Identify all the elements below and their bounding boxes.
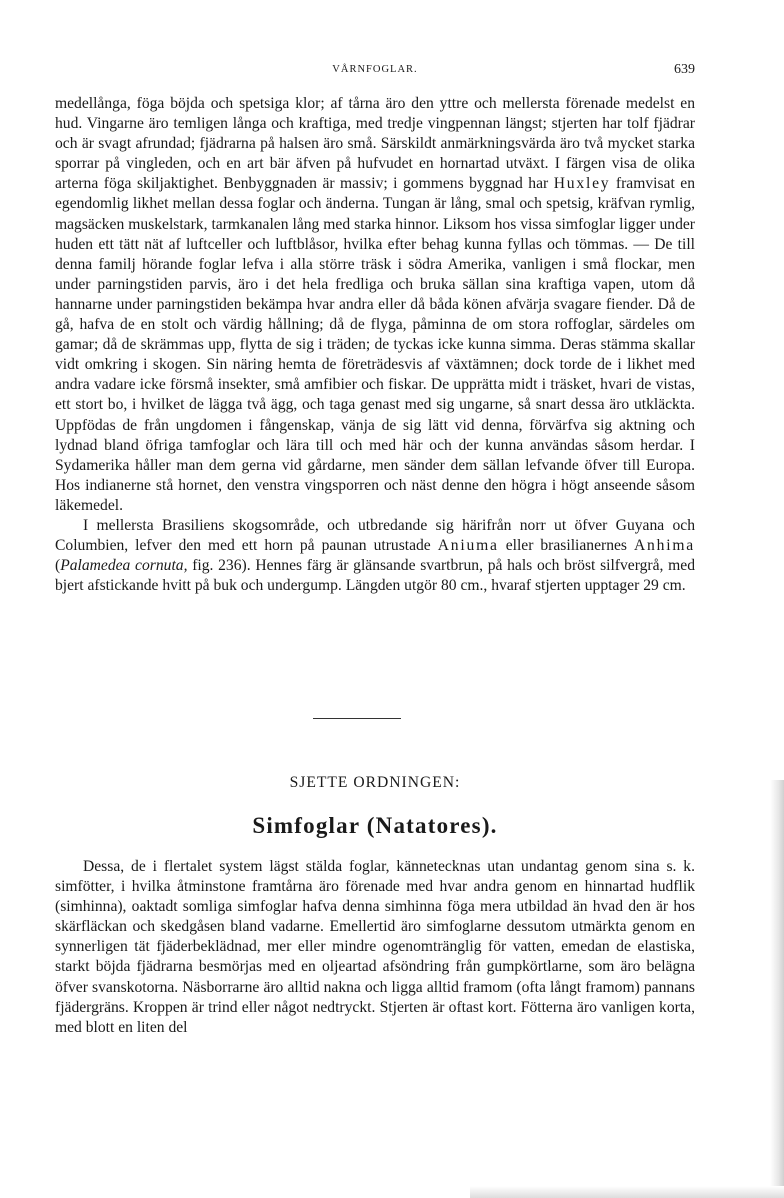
text-segment: framvisat en egendomlig likhet mellan dessa foglar och änderna. Tungan är lång, smal och spetsig, kräfvan rymlig, magsäcken muskelstark, tarmkanalen lång med starka hinnor. Liksom hos vissa simfoglar ligger under huden ett tätt nät af luftceller och luftblåsor, hvilka efter behag kunna fyllas och tömmas. — De till denna familj hörande foglar lefva i alla större träsk i södra Amerika, vanligen i små flockar, men under parningstiden parvis, äro i det hela fredliga och bruka sällan sina kraftiga vapen, utom då hannarne under parningstiden bekämpa hvar andra eller då båda könen afvärja svagare fiender. Då de gå, hafva de en stolt och värdig hållning; då de flyga, påminna de om stora roffoglar, särdeles om gamar; då de skrämmas upp, flytta de sig i träden; de tyckas icke kunna simma. Deras stämma skallar vidt omkring i skogen. Sin näring hemta de företrädesvis af växtämnen; dock torde de i likhet med andra vadare icke försmå insekter, små amfibier och fiskar. De upprätta midt i träsket, hvari de vistas, ett stort bo, i hvilket de lägga två ägg, och taga genast med sig ungarne, så snart dessa äro utkläckta. Uppfödas de från ungdomen i fångenskap, vänja de sig lätt vid denna, förvärfva sig aktning och lydnad bland öfriga tamfoglar och lära till och med här och der kunna användas såsom herdar. I Sydamerika håller man dem gerna vid gårdarne, men sänder dem sällan lefvande öfver till Europa. Hos indianerne stå hornet, den venstra vingsporren och näst denne den högra i högt anseende såsom läkemedel. (55, 175, 695, 514)
species-name-anhima: Anhima (633, 537, 695, 555)
section-title: Simfoglar (Natatores). (252, 813, 498, 838)
page-bottom-shadow (470, 1186, 784, 1198)
text-segment: fig. 236). Hennes färg är glänsande svartbrun, på hals och bröst silfvergrå, med bjert afstickande hvitt på buk och undergump. Längden utgör 80 cm., hvaraf stjerten upptager 29 cm. (55, 557, 695, 595)
order-heading: SJETTE ORDNINGEN: (289, 774, 461, 791)
person-name-huxley: Huxley (553, 175, 611, 193)
page-number: 639 (674, 62, 695, 77)
text-segment: I mellersta Brasiliens skogsområde, och utbredande sig härifrån norr ut öfver Guyana och Columbien, lefver den med ett horn på paunan utrustade (55, 516, 695, 555)
latin-name: Palamedea cornuta, (60, 557, 188, 575)
text-segment: ( (55, 557, 61, 575)
paragraph-continued (55, 94, 695, 516)
text-segment: medellånga, föga böjda och spetsiga klor; af tårna äro den yttre och mellersta förenade medelst en hud. Vingarne äro temligen långa och kraftiga, med tredje vingpennan längst; stjerten har tolf fjädrar och är svagt afrundad; fjädrarna på halsen äro små. Särskildt anmärkningsvärda äro två mycket starka sporrar på vingleden, och en art bär äfven på hufvudet en hornartad utväxt. I färgen visa de olika arterna föga skiljaktighet. Benbyggnaden är massiv; i gommens byggnad har (55, 95, 695, 193)
paragraph-simfoglar: Dessa, de i flertalet system lägst stälda foglar, kännetecknas utan undantag genom sina s. k. simfötter, i hvilka åtminstone framtårna äro förenade med hvar andra genom en hinnartad hudflik (simhinna), oaktadt somliga simfoglar hafva denna simhinna föga mera utbildad än hvad den är hos skärfläckan och skedgåsen bland vadarne. Emellertid äro simfoglarne dessutom utmärkta genom en synnerligen tät fjäderbeklädnad, mer eller mindre ogenomtränglig för vatten, emedan de elastiska, starkt böjda fjädrarna besmörjas med en oljeartad afsöndring från gumpkörtlarne, som äro belägna öfver svanskotorna. Näsborrarne äro alltid nakna och ligga alltid framom (ofta långt framom) pannans fjädergräns. Kroppen är trind eller något nedtryckt. Stjerten är oftast kort. Fötterna äro vanligen korta, med blott en liten del (55, 858, 695, 1036)
body-text-lower (55, 857, 695, 1038)
running-title: VÅRNFOGLAR. (332, 64, 418, 75)
page-edge-shadow (770, 780, 784, 1198)
species-name-aniuma: Aniuma (437, 537, 499, 555)
section-divider (313, 718, 401, 719)
running-head (55, 62, 695, 80)
body-text-upper (55, 94, 695, 596)
text-segment: eller brasilianernes (498, 537, 634, 555)
paragraph-aniuma (55, 516, 695, 596)
